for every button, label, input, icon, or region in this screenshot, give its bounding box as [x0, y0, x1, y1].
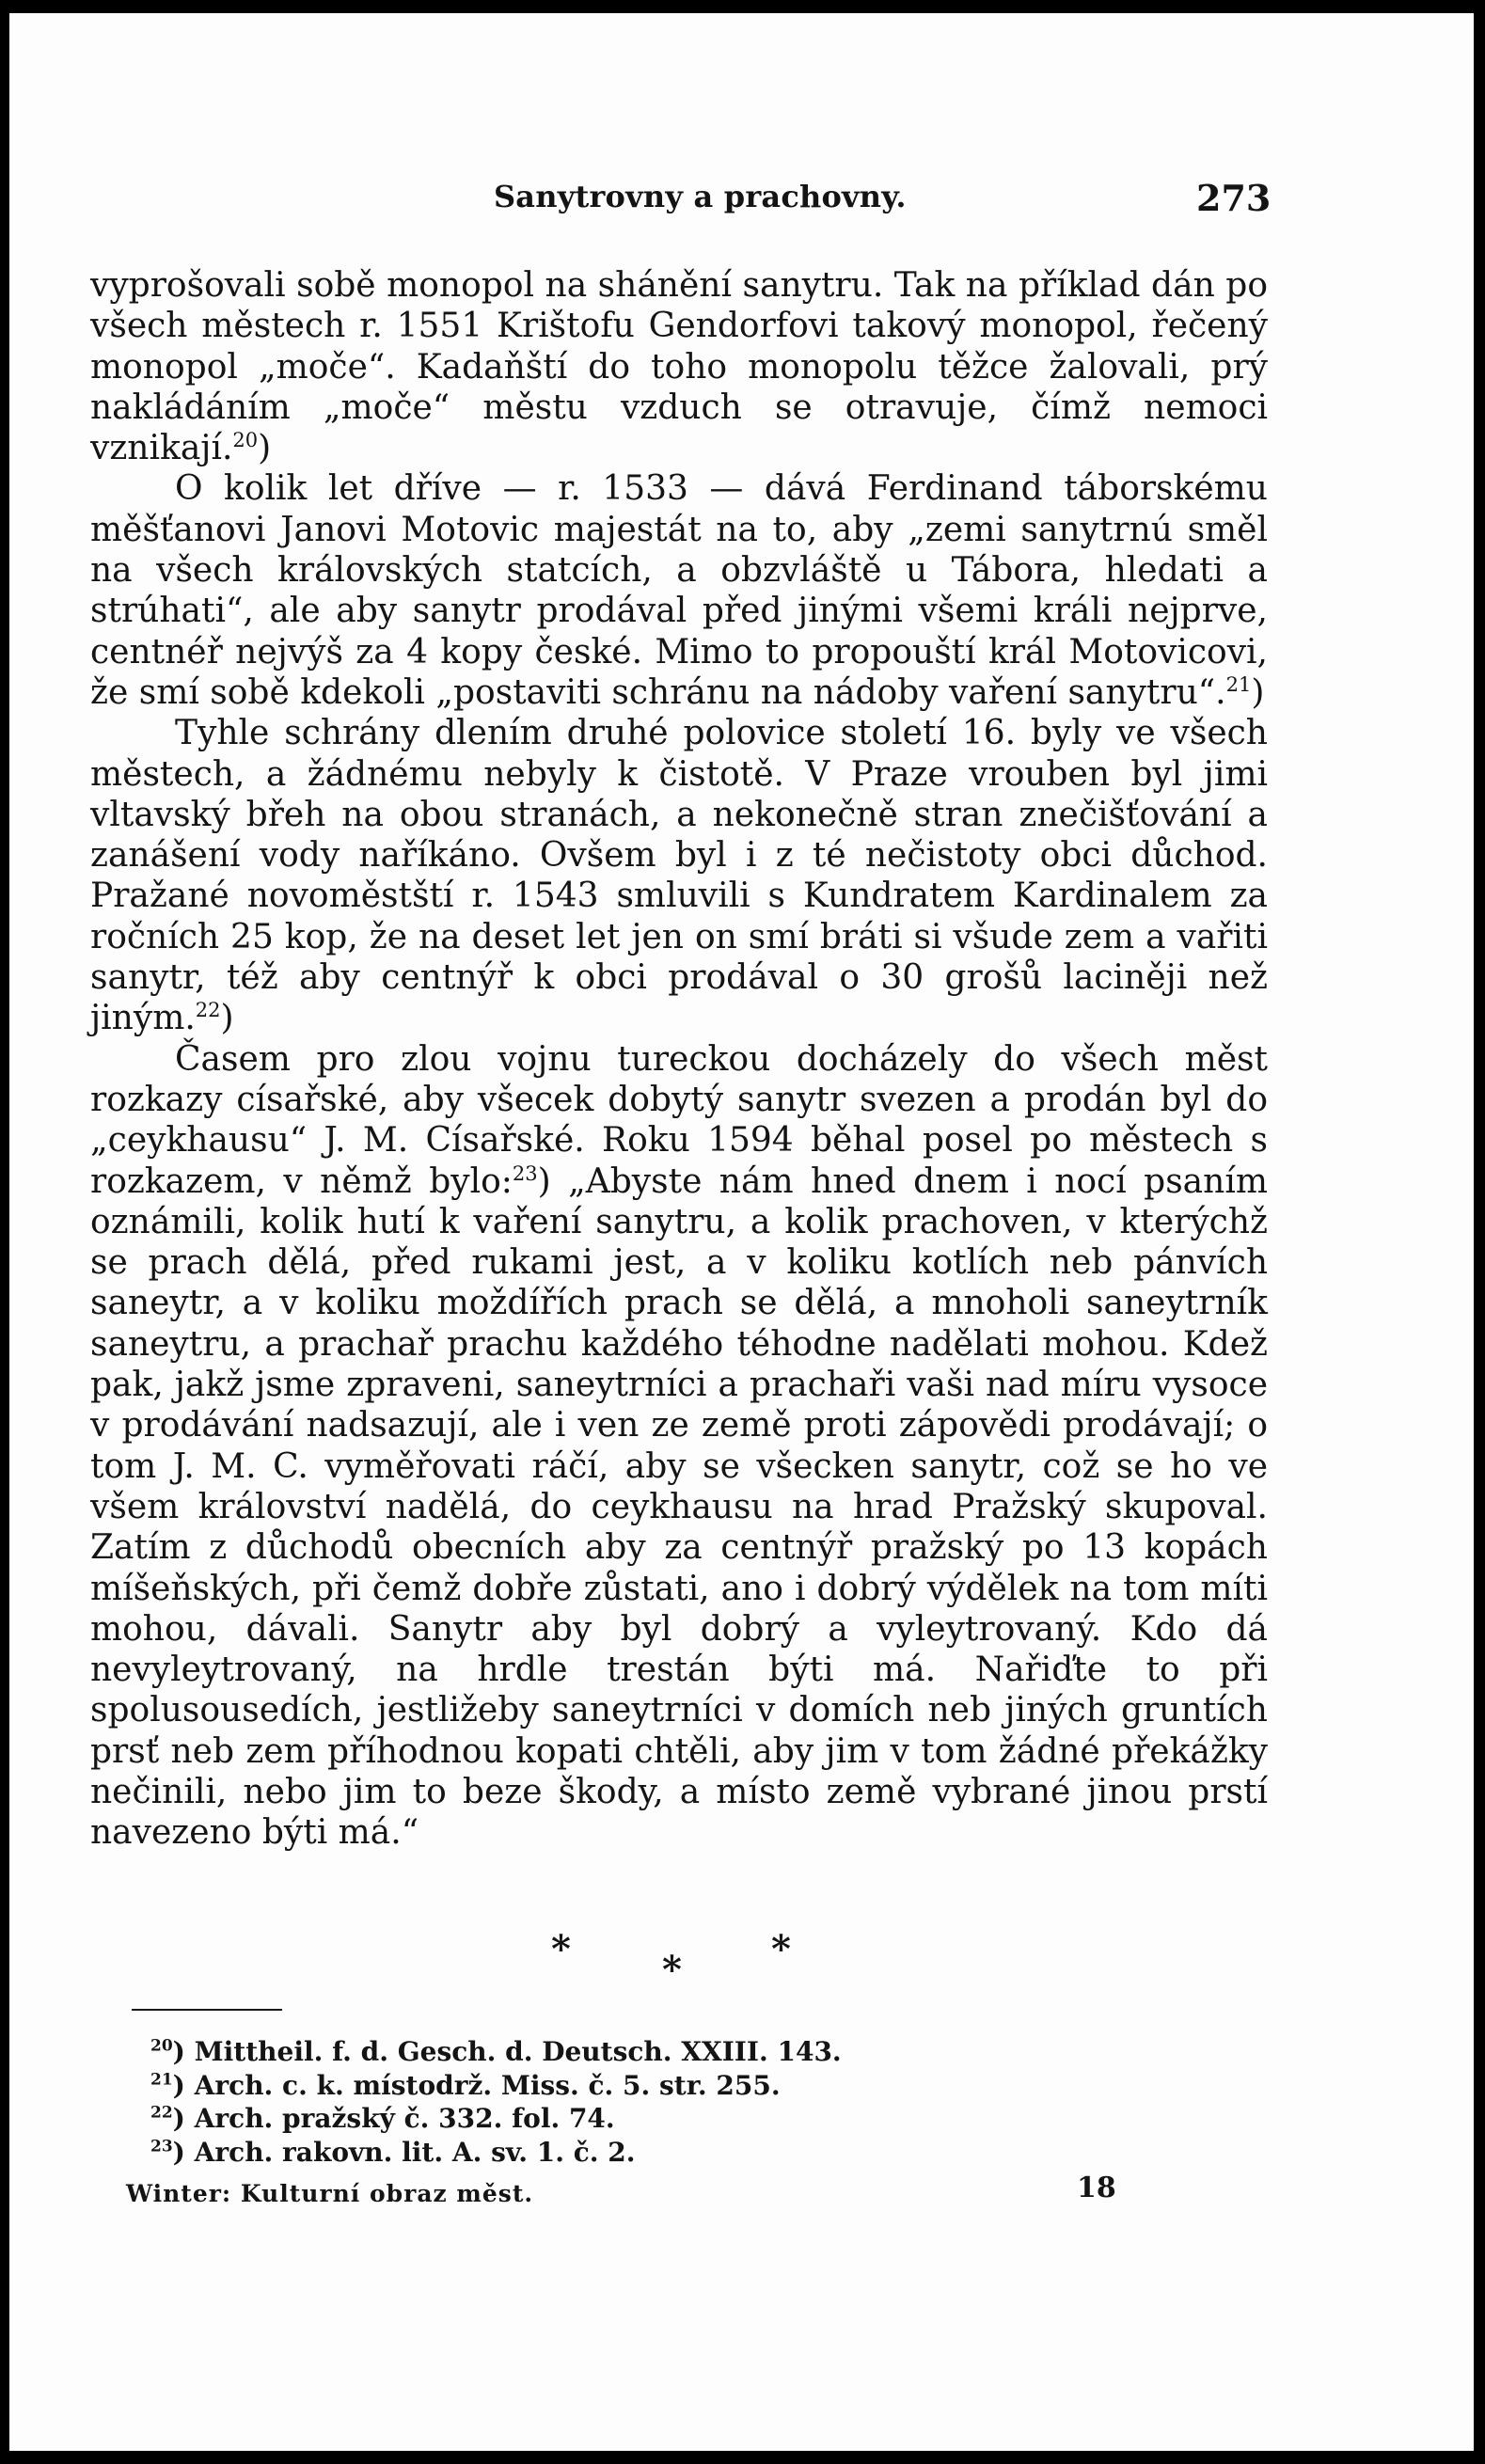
footnote-20: $^{20}$) Mittheil. f. d. Gesch. d. Deutsch. XXIII. 143. — [150, 2036, 842, 2067]
paragraph-text-continued: ) „Abyste nám hned dnem i nocí psaním oznámili, kolik hutí k vaření sanytru, a kolik prachoven, v kterýchž se prach dělá, před rukami jest, a v koliku kotlích neb pánvích saneytr, a v koliku moždířích prach se dělá, a mnoholi saneytrník saneytru, a prachař prachu každého téhodne nadělati mohou. Kdež pak, jakž jsme zpraveni, saneytrníci a prachaři vaši nad míru vysoce v prodávání nadsazují, ale i ven ze země proti zápovědi prodávají; o tom J. M. C. vyměřovati ráčí, aby se všecken sanytr, což se ho ve všem království nadělá, do ceykhausu na hrad Pražský skupoval. Zatím z důchodů obecních aby za centnýř pražský po 13 kopách míšeňských, při čemž dobře zůstati, ano i dobrý výdělek na tom míti mohou, dávali. Sanytr aby byl dobrý a vyleytrovaný. Kdo dá nevyleytrovaný, na hrdle trestán býti má. Nařiďte to při spolusousedích, jestližeby saneytrníci v domích neb jiných gruntích prsť neb zem příhodnou kopati chtěli, aby jim v tom žádné překážky nečinili, nebo jim to beze škody, a místo země vybrané jinou prstí navezeno býti má.“ — [90, 1161, 1268, 1853]
paragraph-text: O kolik let dříve — r. 1533 — dává Ferdinand táborskému měšťanovi Janovi Motovic majestát na to, aby „zemi sanytrnú směl na všech královských statcích, a obzvláště u Tábora, hledati a strúhati“, ale aby sanytr prodával před jinými všemi králi nejprve, centnéř nejvýš za 4 kopy české. Mimo to propouští král Motovicovi, že smí sobě kdekoli „postaviti schránu na nádoby vaření sanytru“. — [90, 469, 1268, 712]
running-title: Sanytrovny a prachovny. — [494, 179, 907, 214]
footnote-ref-23: 23 — [512, 1161, 538, 1185]
footnote-text: Arch. pražský č. 332. fol. 74. — [194, 2103, 615, 2134]
footnote-21: $^{21}$) Arch. c. k. místodrž. Miss. č. 5. str. 255. — [150, 2069, 781, 2101]
sheet-number: 18 — [1077, 2172, 1116, 2204]
paragraph-text: vyprošovali sobě monopol na shánění sanytru. Tak na příklad dán po všech městech r. 1551 Krištofu Gendorfovi takový monopol, řečený monopol „moče“. Kadaňští do toho monopolu těžce žalovali, prý nakládáním „moče“ městu vzduch se otravuje, čímž nemoci vznikají. — [90, 266, 1268, 468]
paragraph-3 — [90, 713, 1268, 1038]
footnote-ref-paren: ) — [1251, 672, 1265, 712]
paragraph-2 — [90, 468, 1268, 713]
page-number: 273 — [1196, 177, 1272, 219]
footnote-ref-paren: ) — [220, 999, 234, 1038]
footnote-number: 21 — [150, 2070, 173, 2090]
asterisk-mark: * — [551, 1927, 571, 1971]
footnote-text: Mittheil. f. d. Gesch. d. Deutsch. XXIII. 143. — [194, 2036, 842, 2067]
footnote-text: Arch. rakovn. lit. A. sv. 1. č. 2. — [194, 2136, 636, 2168]
asterisk-mark: * — [771, 1927, 791, 1971]
footnote-ref-22: 22 — [195, 999, 221, 1022]
footnote-ref-21: 21 — [1225, 672, 1252, 696]
footnotes — [150, 2035, 997, 2169]
footnote-ref-paren: ) — [258, 429, 272, 468]
paragraph-text: Časem pro zlou vojnu tureckou docházely do všech měst rozkazy císařské, aby všecek dobytý sanytr svezen a prodán byl do „ceykhausu“ J. M. Císařské. Roku 1594 běhal posel po městech s rozkazem, v němž bylo: — [90, 1039, 1268, 1201]
section-separator — [536, 1927, 818, 1992]
body-text — [90, 265, 1268, 1854]
footnote-22: $^{22}$) Arch. pražský č. 332. fol. 74. — [150, 2103, 615, 2134]
footnote-number: 20 — [150, 2036, 173, 2056]
footnote-text: Arch. c. k. místodrž. Miss. č. 5. str. 255. — [194, 2069, 781, 2101]
paragraph-4 — [90, 1039, 1268, 1854]
paragraph-1 — [90, 265, 1268, 468]
footnote-23: $^{23}$) Arch. rakovn. lit. A. sv. 1. č. 2. — [150, 2136, 636, 2168]
signature-line: Winter: Kulturní obraz měst. — [126, 2180, 534, 2207]
book-page — [9, 13, 1474, 2451]
footnote-ref-20: 20 — [232, 429, 259, 452]
footnote-divider — [132, 2009, 282, 2011]
footnote-number: 22 — [150, 2103, 173, 2123]
asterisk-mark: * — [662, 1948, 682, 1992]
paragraph-text: Tyhle schrány dlením druhé polovice století 16. byly ve všech městech, a žádnému nebyly k čistotě. V Praze vrouben byl jimi vltavský břeh na obou stranách, a nekonečně stran znečišťování a zanášení vody naříkáno. Ovšem byl i z té nečistoty obci důchod. Pražané novoměstští r. 1543 smluvili s Kundratem Kardinalem za ročních 25 kop, že na deset let jen on smí bráti si všude zem a vařiti sanytr, též aby centnýř k obci prodával o 30 grošů laciněji než jiným. — [90, 714, 1268, 1038]
footnote-number: 23 — [150, 2137, 173, 2156]
